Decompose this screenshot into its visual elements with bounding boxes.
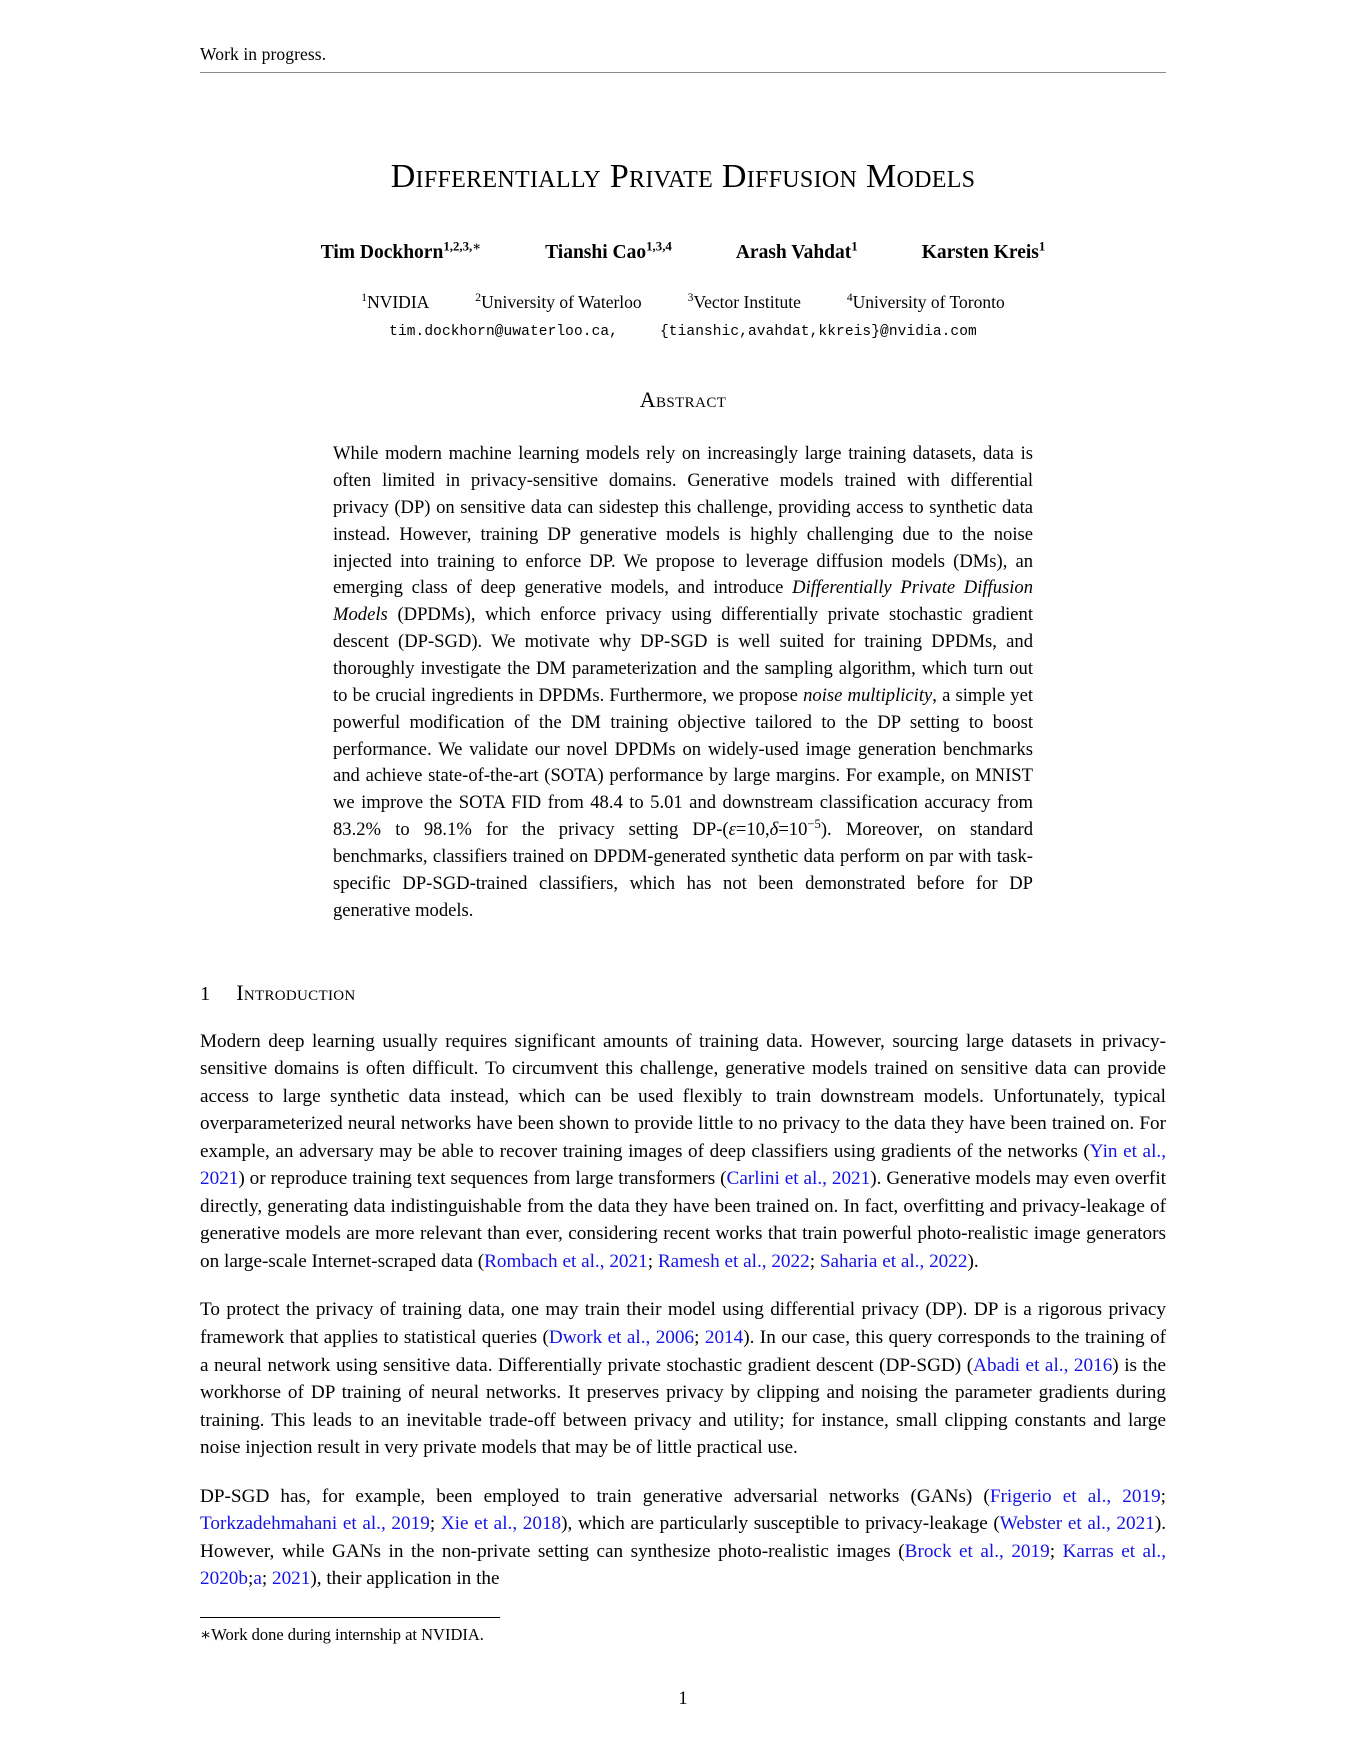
affiliation-1 (475, 292, 641, 313)
paragraph-text: ) is the workhorse of DP training of neural networks. It preserves privacy by clipping and noising the parameter gradients during training. This leads to an inevitable trade-off between privacy and utility; for instance, small clipping constants and large noise injection result in very private models that may be of little practical use. (200, 1354, 1166, 1459)
abstract-math-eq2: =10 (778, 819, 808, 841)
abstract-math-delta: δ (769, 819, 779, 841)
affiliation-2-name: Vector Institute (693, 292, 801, 313)
citation-link[interactable]: Carlini et al., 2021 (726, 1168, 871, 1190)
footnote-rule (200, 1617, 500, 1618)
paragraph-text: ; (694, 1327, 705, 1349)
abstract-heading: Abstract (639, 387, 727, 413)
paragraph-text: To protect the privacy of training data, one may train their model using differential privacy (DP). DP is a rigorous privacy framework that applies to statistical queries ( (200, 1299, 1166, 1349)
affiliation-3-sup: 4 (846, 292, 853, 305)
affiliation-list (200, 292, 1166, 313)
paragraph-text: ; (261, 1568, 272, 1590)
paragraph-3 (200, 1483, 1166, 1593)
email-line (200, 324, 1166, 340)
running-head-rule (200, 72, 1166, 73)
citation-link[interactable]: Karras et al., 2020b (200, 1540, 1166, 1590)
paragraph-text: ). (967, 1250, 979, 1272)
abstract-math-epsilon: ε (728, 819, 736, 841)
abstract-emph-2: noise multiplicity (803, 684, 933, 706)
abstract-part-1: While modern machine learning models rely on increasingly large training datasets, data is often limited in privacy-sensitive domains. Generative models trained with differential privacy (DP) on sensitive data can sidestep this challenge, providing access to synthetic data instead. However, training DP generative models is highly challenging due to the noise injected into training to enforce DP. We propose to leverage diffusion models (DMs), an emerging class of deep generative models, and introduce (333, 443, 1033, 599)
section-heading-introduction (200, 980, 1166, 1006)
paragraph-text: ). In our case, this query corresponds to the training of a neural network using sensitive data. Differentially private stochastic gradient descent (DP-SGD) ( (200, 1327, 1166, 1376)
abstract-part-4: ). Moreover, on standard benchmarks, classifiers trained on DPDM-generated synthetic data perform on par with task-specific DP-SGD-trained classifiers, which has not been demonstrated before for DP generative models. (333, 819, 1033, 921)
footnote-block (200, 1617, 1166, 1645)
paragraph-text: ; (1049, 1540, 1063, 1562)
citation-link[interactable]: 2014 (704, 1327, 744, 1349)
citation-link[interactable]: Yin et al., 2021 (200, 1140, 1167, 1190)
paragraph-text: ; (1160, 1485, 1167, 1507)
citation-link[interactable]: Dwork et al., 2006 (548, 1327, 695, 1349)
affiliation-0 (361, 292, 429, 313)
affiliation-0-name: NVIDIA (367, 292, 430, 313)
page-title: Differentially Private Diffusion Models (390, 158, 976, 195)
author-1 (545, 239, 672, 264)
citation-link[interactable]: Xie et al., 2018 (440, 1513, 562, 1535)
email-1[interactable]: {tianshic,avahdat,kkreis}@nvidia.com (659, 324, 977, 341)
abstract-body (333, 441, 1033, 924)
author-1-name: Tianshi Cao (545, 242, 647, 264)
paragraph-text: DP-SGD has, for example, been employed to train generative adversarial networks (GANs) ( (200, 1485, 990, 1507)
body-paragraphs (200, 1028, 1166, 1593)
affiliation-3 (847, 292, 1005, 313)
citation-link[interactable]: Rombach et al., 2021 (484, 1250, 648, 1272)
author-list (200, 239, 1166, 264)
affiliation-2-sup: 3 (687, 292, 694, 305)
paragraph-text: ). Generative models may even overfit directly, generating data indistinguishable from the data they have been trained on. In fact, overfitting and privacy-leakage of generative models are more relevant than ever, considering recent works that train powerful photo-realistic image generators on large-scale Internet-scraped data ( (200, 1168, 1166, 1272)
citation-link[interactable]: Webster et al., 2021 (999, 1513, 1155, 1535)
citation-link[interactable]: 2021 (271, 1568, 311, 1590)
citation-link[interactable]: Abadi et al., 2016 (973, 1354, 1113, 1376)
page-number: 1 (678, 1689, 688, 1710)
section-number: 1 (200, 982, 211, 1005)
paragraph-text: ; (429, 1513, 441, 1535)
paragraph-text: ), which are particularly susceptible to privacy-leakage ( (561, 1513, 1000, 1535)
paragraph-text: Modern deep learning usually requires significant amounts of training data. However, sourcing large datasets in privacy-sensitive domains is often difficult. To circumvent this challenge, generative models trained on sensitive data can provide access to large synthetic data instead, which can be used flexibly to train downstream models. Unfortunately, typical overparameterized neural networks have been shown to provide little to no privacy to the data they have been trained on. For example, an adversary may be able to recover training images of deep classifiers using gradients of the networks ( (200, 1030, 1166, 1162)
author-0-name: Tim Dockhorn (320, 242, 444, 264)
citation-link[interactable]: Frigerio et al., 2019 (989, 1485, 1161, 1507)
author-3 (921, 239, 1046, 264)
author-3-sup: 1 (1038, 239, 1046, 254)
footnote-text: ∗Work done during internship at NVIDIA. (200, 1624, 484, 1644)
affiliation-1-name: University of Waterloo (481, 292, 642, 313)
citation-link[interactable]: Ramesh et al., 2022 (657, 1250, 810, 1272)
author-1-sup: 1,3,4 (646, 239, 672, 254)
affiliation-0-sup: 1 (361, 292, 368, 305)
citation-link[interactable]: Brock et al., 2019 (904, 1540, 1050, 1562)
author-3-name: Karsten Kreis (921, 242, 1039, 264)
abstract-part-2: (DPDMs), which enforce privacy using differentially private stochastic gradient descent (DP-SGD). We motivate why DP-SGD is well suited for training DPDMs, and thoroughly investigate the DM parameterization and the sampling algorithm, which turn out to be crucial ingredients in DPDMs. Furthermore, we propose (333, 604, 1033, 706)
author-2-sup: 1 (851, 239, 858, 254)
running-head: Work in progress. (200, 44, 327, 64)
author-2-name: Arash Vahdat (735, 242, 852, 264)
paragraph-text: ). However, while GANs in the non-private setting can synthesize photo-realistic images ( (200, 1513, 1166, 1562)
paragraph-text: ; (809, 1250, 820, 1272)
paragraph-text: ) or reproduce training text sequences from large transformers ( (238, 1168, 727, 1190)
affiliation-1-sup: 2 (475, 292, 482, 305)
author-0-sup: 1,2,3,∗ (443, 239, 482, 254)
abstract-emph-1: Differentially Private Diffusion Models (333, 577, 1033, 626)
citation-link[interactable]: Torkzadehmahani et al., 2019 (200, 1513, 430, 1535)
author-2 (735, 239, 858, 264)
paragraph-text: ; (247, 1568, 254, 1590)
email-0[interactable]: tim.dockhorn@uwaterloo.ca, (389, 324, 618, 341)
paragraph-text: ), their application in the (310, 1568, 500, 1590)
paragraph-2 (200, 1296, 1166, 1461)
affiliation-3-name: University of Toronto (852, 292, 1005, 313)
citation-link[interactable]: Saharia et al., 2022 (819, 1250, 968, 1272)
paragraph-1 (200, 1028, 1166, 1276)
section-title: Introduction (236, 979, 356, 1005)
abstract-part-3: , a simple yet powerful modification of the DM training objective tailored to the DP setting to boost performance. We validate our novel DPDMs on widely-used image generation benchmarks and achieve state-of-the-art (SOTA) performance by large margins. For example, on MNIST we improve the SOTA FID from 48.4 to 5.01 and downstream classification accuracy from 83.2% to 98.1% for the privacy setting DP-( (333, 684, 1033, 841)
affiliation-2 (688, 292, 801, 313)
citation-link[interactable]: a (253, 1568, 262, 1590)
author-0 (320, 239, 482, 264)
paragraph-text: ; (647, 1250, 658, 1272)
abstract-math-eq1: =10, (735, 819, 770, 841)
abstract-math-exponent: −5 (807, 816, 821, 831)
